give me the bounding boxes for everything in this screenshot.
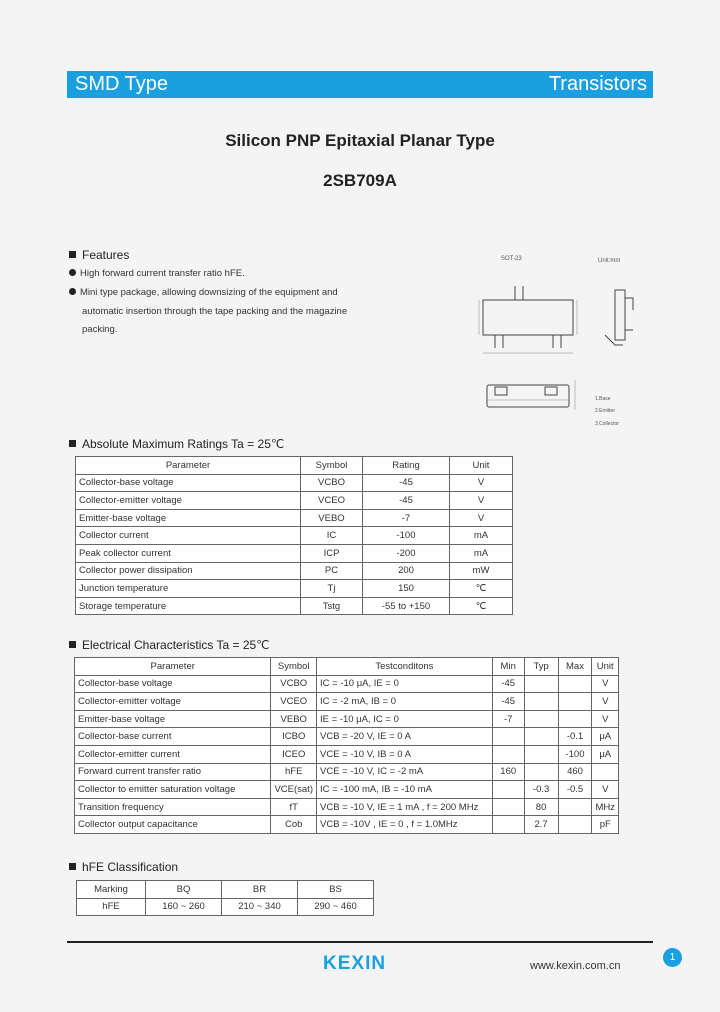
electrical-characteristics-table <box>74 657 619 834</box>
table-cell: mW <box>450 562 513 580</box>
square-bullet-icon <box>69 863 76 870</box>
hfe-classification-table <box>76 880 374 916</box>
table-cell: mA <box>450 527 513 545</box>
table-cell: ICBO <box>271 728 317 746</box>
table-cell <box>492 728 524 746</box>
table-cell <box>492 816 524 834</box>
column-header: Typ <box>524 658 558 676</box>
feature-item: High forward current transfer ratio hFE. <box>69 268 245 279</box>
table-cell: -0.1 <box>558 728 592 746</box>
table-cell: μA <box>592 745 619 763</box>
table-row <box>76 544 513 562</box>
website-link[interactable]: www.kexin.com.cn <box>530 960 621 972</box>
table-cell: V <box>592 693 619 711</box>
table-cell: V <box>592 781 619 799</box>
table-cell: Collector-emitter voltage <box>75 693 271 711</box>
table-cell: PC <box>301 562 363 580</box>
table-cell: MHz <box>592 798 619 816</box>
table-cell <box>492 781 524 799</box>
header-banner <box>67 71 653 98</box>
table-cell: Peak collector current <box>76 544 301 562</box>
table-cell <box>558 816 592 834</box>
table-row <box>76 580 513 598</box>
table-header-row <box>75 658 619 676</box>
table-cell: 460 <box>558 763 592 781</box>
table-cell: Collector-base current <box>75 728 271 746</box>
table-cell: Collector to emitter saturation voltage <box>75 781 271 799</box>
table-cell: 80 <box>524 798 558 816</box>
table-row <box>75 798 619 816</box>
table-cell: Collector output capacitance <box>75 816 271 834</box>
table-cell <box>492 798 524 816</box>
table-cell <box>558 675 592 693</box>
kexin-logo: KEXIN <box>323 953 387 974</box>
table-cell: fT <box>271 798 317 816</box>
table-cell: Emitter-base voltage <box>75 710 271 728</box>
table-row <box>75 693 619 711</box>
table-cell: 160 <box>492 763 524 781</box>
table-row <box>76 597 513 615</box>
table-row <box>75 728 619 746</box>
column-header: Parameter <box>76 457 301 475</box>
table-row <box>76 562 513 580</box>
table-cell: VCBO <box>271 675 317 693</box>
table-cell: VCE = -10 V, IC = -2 mA <box>317 763 493 781</box>
table-row <box>75 710 619 728</box>
column-header: Rating <box>363 457 450 475</box>
table-cell: -200 <box>363 544 450 562</box>
pin-label: 2.Emitter <box>595 408 616 414</box>
table-cell: V <box>592 710 619 728</box>
header-right: Transistors <box>548 73 647 95</box>
table-cell: ℃ <box>450 580 513 598</box>
page-title: Silicon PNP Epitaxial Planar Type <box>225 131 495 150</box>
table-cell: IC = -2 mA, IB = 0 <box>317 693 493 711</box>
table-cell: 210 ~ 340 <box>222 898 298 916</box>
table-cell: IC <box>301 527 363 545</box>
table-cell: -45 <box>363 492 450 510</box>
feature-item-cont: automatic insertion through the tape packing and the magazine <box>82 306 348 317</box>
table-cell: IC = -100 mA, IB = -10 mA <box>317 781 493 799</box>
table-cell: Collector-emitter voltage <box>76 492 301 510</box>
column-header: Unit <box>450 457 513 475</box>
part-number: 2SB709A <box>323 171 397 190</box>
table-cell: V <box>592 675 619 693</box>
table-header-row <box>76 457 513 475</box>
amr-heading: Absolute Maximum Ratings Ta = 25℃ <box>69 437 284 451</box>
square-bullet-icon <box>69 440 76 447</box>
header-left: SMD Type <box>75 73 168 95</box>
table-cell: Collector-base voltage <box>75 675 271 693</box>
table-cell: -0.5 <box>558 781 592 799</box>
ec-heading: Electrical Characteristics Ta = 25℃ <box>69 638 270 652</box>
table-cell: Collector current <box>76 527 301 545</box>
table-cell: VCE = -10 V, IB = 0 A <box>317 745 493 763</box>
table-cell: ℃ <box>450 597 513 615</box>
table-cell: VCB = -20 V, IE = 0 A <box>317 728 493 746</box>
pin-label: 1.Base <box>595 396 611 402</box>
column-header: BR <box>222 881 298 899</box>
table-cell: -45 <box>492 675 524 693</box>
table-cell: -7 <box>492 710 524 728</box>
table-cell: pF <box>592 816 619 834</box>
table-cell: -55 to +150 <box>363 597 450 615</box>
hfe-heading: hFE Classification <box>69 860 178 874</box>
feature-item-cont: packing. <box>82 324 118 335</box>
table-cell: Tj <box>301 580 363 598</box>
table-cell: Junction temperature <box>76 580 301 598</box>
table-row <box>75 763 619 781</box>
table-cell: VCB = -10V , IE = 0 , f = 1.0MHz <box>317 816 493 834</box>
table-cell: Collector power dissipation <box>76 562 301 580</box>
table-cell: hFE <box>271 763 317 781</box>
column-header: Parameter <box>75 658 271 676</box>
table-cell <box>524 710 558 728</box>
absolute-max-ratings-table <box>75 456 513 615</box>
table-cell <box>492 745 524 763</box>
table-cell: 200 <box>363 562 450 580</box>
pin-label: 3.Collector <box>595 421 619 427</box>
column-header: Symbol <box>301 457 363 475</box>
table-cell: Cob <box>271 816 317 834</box>
table-cell: hFE <box>77 898 146 916</box>
table-cell: VEBO <box>301 509 363 527</box>
table-cell: 290 ~ 460 <box>298 898 374 916</box>
table-row <box>76 492 513 510</box>
column-header: Testconditons <box>317 658 493 676</box>
table-cell: Tstg <box>301 597 363 615</box>
table-cell <box>524 745 558 763</box>
table-cell: V <box>450 474 513 492</box>
table-cell <box>592 763 619 781</box>
column-header: Symbol <box>271 658 317 676</box>
package-unit: Unit:mm <box>598 258 621 264</box>
table-cell: VEBO <box>271 710 317 728</box>
table-cell <box>524 728 558 746</box>
table-row <box>76 474 513 492</box>
table-cell <box>524 693 558 711</box>
table-header-row <box>77 881 374 899</box>
table-row <box>75 745 619 763</box>
package-name: SOT-23 <box>501 256 522 262</box>
table-cell: 2.7 <box>524 816 558 834</box>
table-cell: Forward current transfer ratio <box>75 763 271 781</box>
table-cell: ICEO <box>271 745 317 763</box>
column-header: Unit <box>592 658 619 676</box>
features-heading: Features <box>69 248 129 262</box>
table-cell: Collector-emitter current <box>75 745 271 763</box>
table-cell: VCB = -10 V, IE = 1 mA , f = 200 MHz <box>317 798 493 816</box>
table-row <box>75 781 619 799</box>
table-cell: V <box>450 492 513 510</box>
column-header: BS <box>298 881 374 899</box>
table-cell: Collector-base voltage <box>76 474 301 492</box>
table-cell: Storage temperature <box>76 597 301 615</box>
table-cell <box>524 763 558 781</box>
table-cell: ICP <box>301 544 363 562</box>
table-row <box>75 816 619 834</box>
table-row <box>76 527 513 545</box>
table-cell: IE = -10 μA, IC = 0 <box>317 710 493 728</box>
table-cell: μA <box>592 728 619 746</box>
table-cell: -45 <box>492 693 524 711</box>
table-cell <box>558 798 592 816</box>
table-row <box>77 898 374 916</box>
table-row <box>75 675 619 693</box>
square-bullet-icon <box>69 251 76 258</box>
table-cell: mA <box>450 544 513 562</box>
bullet-icon <box>69 288 76 295</box>
table-cell: VCBO <box>301 474 363 492</box>
table-cell: -7 <box>363 509 450 527</box>
feature-item: Mini type package, allowing downsizing of the equipment and <box>69 287 338 298</box>
table-cell: VCEO <box>301 492 363 510</box>
page-number: 1 <box>663 948 682 967</box>
square-bullet-icon <box>69 641 76 648</box>
column-header: BQ <box>146 881 222 899</box>
table-cell <box>524 675 558 693</box>
column-header: Max <box>558 658 592 676</box>
column-header: Marking <box>77 881 146 899</box>
table-cell: -45 <box>363 474 450 492</box>
table-cell: IC = -10 μA, IE = 0 <box>317 675 493 693</box>
bullet-icon <box>69 269 76 276</box>
table-cell <box>558 693 592 711</box>
table-cell: -100 <box>558 745 592 763</box>
table-cell: Transition frequency <box>75 798 271 816</box>
footer-divider <box>67 941 653 943</box>
table-cell: 150 <box>363 580 450 598</box>
table-row <box>76 509 513 527</box>
table-cell: VCE(sat) <box>271 781 317 799</box>
table-cell: Emitter-base voltage <box>76 509 301 527</box>
table-cell: VCEO <box>271 693 317 711</box>
table-cell: -100 <box>363 527 450 545</box>
table-cell: 160 ~ 260 <box>146 898 222 916</box>
package-drawing <box>465 250 655 435</box>
table-cell: V <box>450 509 513 527</box>
table-cell <box>558 710 592 728</box>
table-cell: -0.3 <box>524 781 558 799</box>
column-header: Min <box>492 658 524 676</box>
